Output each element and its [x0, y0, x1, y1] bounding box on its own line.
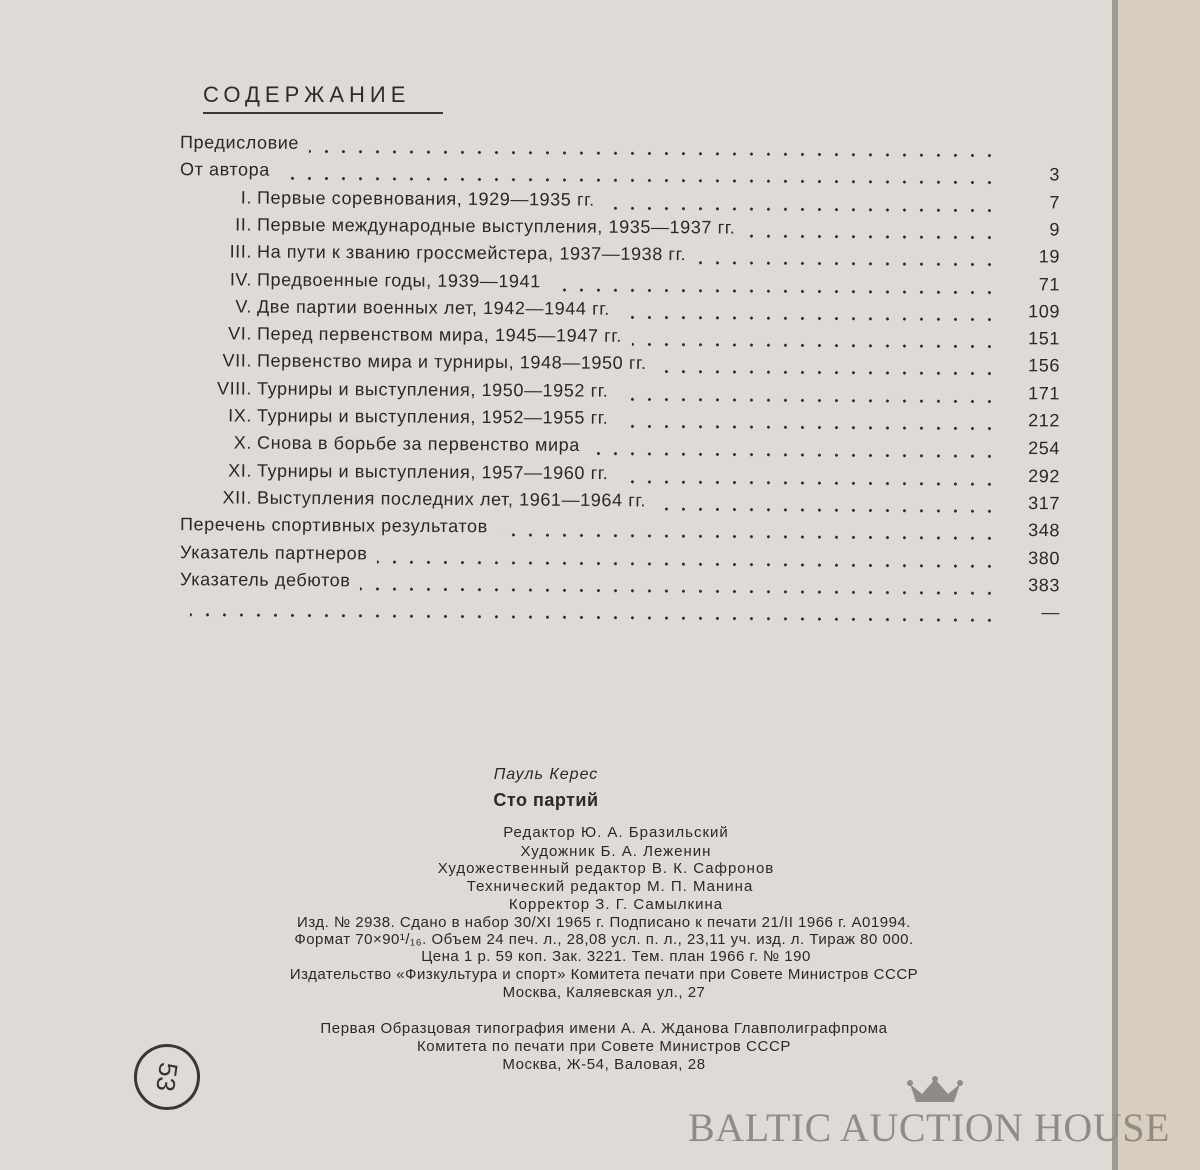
toc-entry-title: Выступления последних лет, 1961—1964 гг.: [256, 487, 647, 511]
toc-entry-number: VI.: [228, 323, 253, 344]
toc-entry-number: VII.: [222, 350, 253, 371]
toc-entry-page: 348: [1028, 520, 1061, 541]
adjacent-page-edge: [1118, 0, 1200, 1170]
toc-entry-page: 19: [1038, 246, 1061, 267]
toc-entry-number: XI.: [228, 460, 253, 481]
imprint-line-4: Издательство «Физкультура и спорт» Комитета печати при Совете Министров СССР: [289, 966, 919, 983]
toc-entry-title: На пути к званию гроссмейстера, 1937—1938 гг.: [256, 241, 687, 265]
toc-entry-page: 9: [1049, 219, 1061, 240]
toc-entry-title: Турниры и выступления, 1957—1960 гг.: [256, 460, 609, 483]
toc-entry: [160, 514, 1060, 546]
toc-entry-title: Перечень спортивных результатов: [179, 514, 488, 537]
imprint-author: Пауль Керес: [493, 766, 599, 783]
toc-entry-page: 317: [1028, 492, 1061, 514]
toc-entry-page: 109: [1028, 301, 1061, 322]
toc-entry: [160, 378, 1060, 409]
toc-entry-number: XII.: [222, 487, 253, 508]
toc-leader-dots: [360, 587, 998, 594]
toc-entry-number: II.: [235, 214, 253, 235]
toc-entry: [160, 296, 1060, 327]
toc-leader-dots: [745, 234, 998, 239]
imprint-printer-3: Москва, Ж-54, Валовая, 28: [502, 1056, 706, 1073]
toc-leader-dots: [605, 206, 998, 211]
imprint-art-editor: Художественный редактор В. К. Сафронов: [437, 860, 775, 877]
toc-entry: [160, 214, 1060, 245]
toc-entry: [160, 241, 1060, 272]
toc-leader-dots: [309, 150, 998, 157]
toc-leader-dots: [280, 177, 998, 184]
toc-entry-number: IV.: [229, 268, 253, 290]
toc-leader-dots: [656, 507, 998, 512]
toc-entry: [160, 159, 1060, 190]
imprint-line-5: Москва, Каляевская ул., 27: [502, 984, 706, 1001]
toc-entry: [160, 596, 1060, 628]
toc-entry: [160, 405, 1060, 436]
toc-leader-dots: [618, 480, 998, 486]
toc-entry-number: V.: [235, 296, 253, 317]
toc-entry-title: Указатель дебютов: [179, 568, 351, 591]
toc-entry-title: Первенство мира и турниры, 1948—1950 гг.: [256, 350, 647, 374]
toc-entry-title: Первые международные выступления, 1935—1937 гг.: [256, 214, 736, 238]
toc-entry-number: IX.: [228, 405, 253, 426]
toc-entry-page: 254: [1028, 438, 1061, 459]
imprint-proofreader: Корректор З. Г. Самылкина: [508, 896, 724, 913]
toc-entry: [160, 432, 1060, 464]
watermark-text: BALTIC AUCTION HOUSE: [688, 1105, 1170, 1150]
imprint-printer-1: Первая Образцовая типография имени А. А. Жданова Главполиграфпрома: [320, 1020, 888, 1037]
crown-icon: [906, 1076, 964, 1104]
toc-entry-page: 383: [1028, 574, 1061, 596]
toc-entry-number: I.: [240, 187, 253, 208]
library-stamp-text: 53: [150, 1060, 185, 1094]
toc-leader-dots: [620, 316, 998, 321]
toc-entry-title: Две партии военных лет, 1942—1944 гг.: [256, 296, 610, 319]
imprint-book-title: Сто партий: [493, 790, 599, 810]
toc-entry-page: 151: [1028, 328, 1061, 349]
toc-heading: СОДЕРЖАНИЕ: [203, 82, 411, 107]
toc-entry-page: 7: [1049, 192, 1061, 213]
imprint-artist: Художник Б. А. Леженин: [520, 843, 712, 860]
imprint-line-3: Цена 1 р. 59 коп. Зак. 3221. Тем. план 1966 г. № 190: [421, 948, 811, 965]
toc-entry-page: 212: [1028, 410, 1061, 431]
toc-entry-title: Снова в борьбе за первенство мира: [256, 432, 581, 456]
toc-entry-page: 292: [1028, 465, 1061, 486]
toc-entry-title: Предвоенные годы, 1939—1941: [256, 269, 541, 291]
toc-entry: [160, 132, 1060, 163]
imprint-editor: Редактор Ю. А. Бразильский: [503, 824, 729, 841]
toc-entry: [160, 269, 1060, 300]
toc-leader-dots: [551, 288, 998, 294]
toc-leader-dots: [498, 534, 998, 540]
toc-entry: [160, 187, 1060, 218]
toc-entry-page: —: [1041, 602, 1061, 623]
imprint-line-2: Формат 70×90¹/₁₆. Объем 24 печ. л., 28,08 усл. п. л., 23,11 уч. изд. л. Тираж 80 000.: [294, 931, 914, 948]
imprint-printer-2: Комитета по печати при Совете Министров СССР: [416, 1038, 792, 1055]
toc-entry-number: VIII.: [216, 378, 253, 399]
toc-leader-dots: [590, 452, 998, 458]
toc-entry-number: X.: [233, 432, 253, 453]
toc-entry-title: Первые соревнования, 1929—1935 гг.: [256, 187, 595, 210]
toc-leader-dots: [657, 370, 998, 375]
toc-leader-dots: [618, 425, 998, 430]
toc-heading-underline: [203, 112, 443, 114]
toc-leader-dots: [618, 397, 998, 402]
toc-entry-title: Указатель партнеров: [179, 541, 368, 563]
toc-entry-page: 3: [1049, 164, 1061, 185]
toc-leader-dots: [696, 261, 998, 266]
toc-leader-dots: [377, 560, 998, 567]
toc-entry-title: Предисловие: [179, 132, 300, 153]
toc-entry-number: III.: [229, 241, 253, 262]
toc-leader-dots: [190, 613, 998, 622]
imprint-line-1: Изд. № 2938. Сдано в набор 30/XI 1965 г. Подписано к печати 21/II 1966 г. А01994.: [297, 914, 911, 931]
toc-entry: [160, 350, 1060, 381]
toc-entry-title: Перед первенством мира, 1945—1947 гг.: [256, 323, 622, 346]
toc-entry-title: Турниры и выступления, 1952—1955 гг.: [256, 405, 609, 428]
toc-entry-page: 71: [1038, 273, 1061, 294]
toc-entry-page: 156: [1028, 355, 1061, 376]
toc-entry-title: Турниры и выступления, 1950—1952 гг.: [256, 378, 609, 401]
toc-leader-dots: [632, 343, 998, 348]
toc-entry-title: От автора: [179, 159, 270, 180]
imprint-tech-editor: Технический редактор М. П. Манина: [466, 878, 754, 895]
toc-entry: [160, 542, 1060, 574]
toc-entry-page: 171: [1028, 382, 1061, 404]
toc-entry-page: 380: [1028, 547, 1061, 568]
